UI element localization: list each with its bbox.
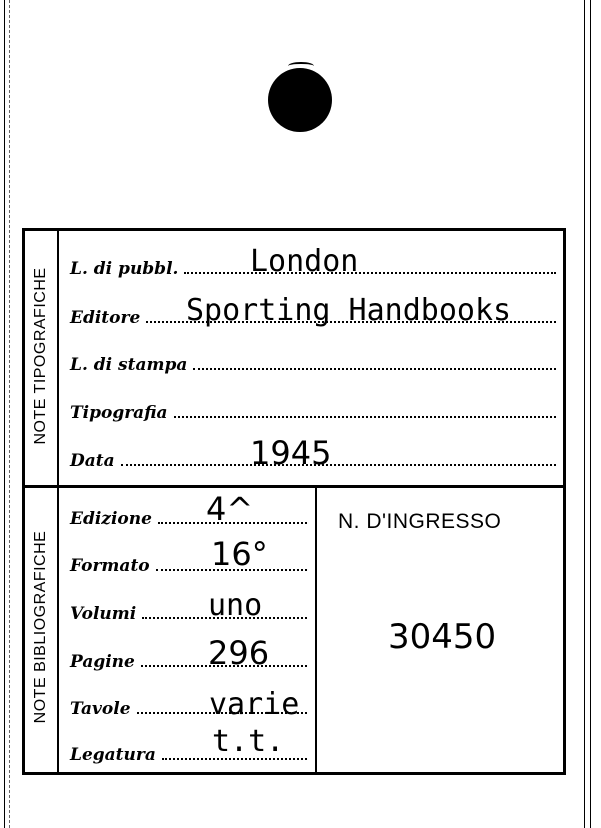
ingresso-divider [315,488,317,772]
field-label: Tavole [70,699,131,719]
field-value-luogo-pubblicazione: London [250,244,359,279]
field-value-data: 1945 [250,434,332,472]
ingresso-label: N. D'INGRESSO [338,510,502,533]
card-right-edge [584,0,585,828]
field-value-tavole: varie [209,687,300,722]
field-label: Volumi [70,604,137,624]
field-tipografia [70,396,556,422]
field-luogo-stampa [70,348,556,374]
card-left-edge [4,0,5,828]
dotted-line [174,415,556,418]
field-formato [70,549,307,575]
field-label: Edizione [70,509,152,529]
dotted-line [184,271,556,274]
field-label: Pagine [70,652,135,672]
field-volumi [70,597,307,623]
field-label: Data [70,451,115,471]
field-value-formato: 16° [211,535,268,573]
section-divider-vertical [57,231,59,772]
field-label: Tipografia [70,403,168,423]
field-value-editore: Sporting Handbooks [186,293,512,328]
field-value-legatura: t.t. [212,724,285,759]
section-divider [25,485,563,488]
field-label: L. di stampa [70,355,188,375]
field-value-edizione: 4^ [206,490,254,528]
field-label: Editore [70,308,141,328]
section-label-bibliographic: NOTE BIBLIOGRAFICHE [32,530,49,724]
field-label: L. di pubbl. [70,259,179,279]
card-right-edge-2 [590,0,591,828]
field-pagine [70,645,307,671]
card-left-inner-edge [9,0,10,828]
field-label: Formato [70,556,150,576]
field-edizione [70,502,307,528]
section-label-typographic: NOTE TIPOGRAFICHE [32,267,49,445]
field-value-volumi: uno [208,588,263,623]
punch-hole [268,68,332,132]
ingresso-number: 30450 [388,617,497,657]
field-label: Legatura [70,745,156,765]
dotted-line [121,463,556,466]
field-value-pagine: 296 [208,634,270,672]
dotted-line [193,367,556,370]
